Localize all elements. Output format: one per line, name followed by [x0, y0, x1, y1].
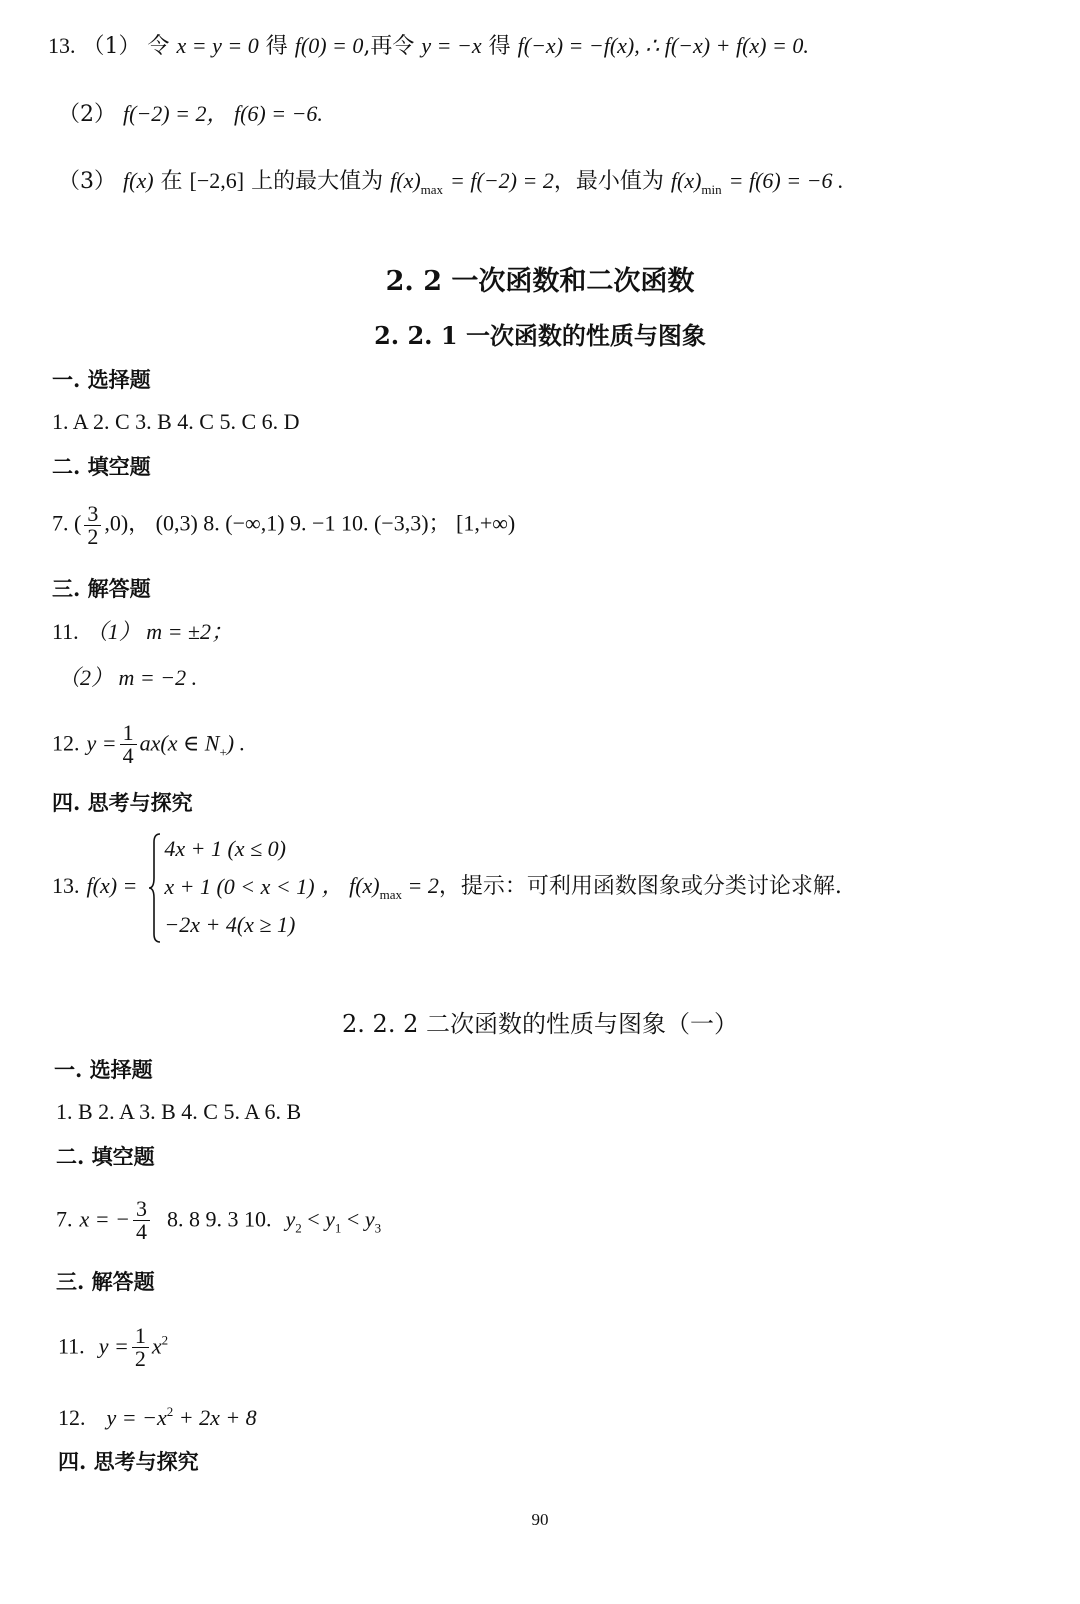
- fill-label-222: 二. 填空题: [56, 1144, 155, 1169]
- think-label-221: 四. 思考与探究: [52, 790, 193, 815]
- q12-222: 12. $y = -x^2 + 2x + 8$: [58, 1404, 257, 1430]
- prev-q13-part1: 13. （1） 令 x = y = 0 得 f(0) = 0,再令 y = −x 得 f(−x) = −f(x), ∴ f(−x) + f(x) = 0.: [48, 33, 809, 59]
- q11-222: 11. y = $\frac{1}{2}$ $x^2$: [58, 1323, 169, 1371]
- q11-part1-221: 11. （1） m = ±2；: [52, 619, 233, 644]
- piecewise-cases: [148, 830, 314, 944]
- q13-221: 13. f(x) = 4x + 1 (x ≤ 0) x + 1 (0 < x < 1) −2x + 4(x ≥ 1) ， $f(x)_{max} = 2$，提示：可利用函数图象或分类讨论求解.: [52, 830, 842, 944]
- solve-label-221: 三. 解答题: [52, 576, 151, 601]
- q12-221: 12. y = $\frac{1}{4}$ ax(x ∈ $N_+$) .: [52, 720, 246, 768]
- fraction: $\frac{1}{2}$: [132, 1325, 149, 1370]
- fill-answers-222: 7. x = − $\frac{3}{4}$ 8. 8 9. 3 10. $y_2 < y_1 < y_3$: [56, 1196, 382, 1244]
- fraction: $\frac{3}{4}$: [133, 1198, 150, 1243]
- case-2: x + 1 (0 < x < 1): [164, 874, 315, 899]
- fraction: $\frac{3}{2}$: [84, 503, 101, 548]
- fill-answers-221: 7. ( $\frac{3}{2}$ ,0)， (0,3) 8. (−∞,1) 9. −1 10. (−3,3)； [1,+∞): [52, 501, 516, 549]
- section-title-2-2: 2. 2 一次函数和二次函数: [385, 266, 695, 297]
- solve-label-222: 三. 解答题: [56, 1269, 155, 1294]
- mc-answers-221: 1. A 2. C 3. B 4. C 5. C 6. D: [52, 409, 300, 434]
- mc-answers-222: 1. B 2. A 3. B 4. C 5. A 6. B: [56, 1099, 302, 1124]
- q11-part2-221: （2） m = −2 .: [58, 665, 198, 690]
- left-brace-icon: [148, 832, 162, 944]
- mc-label-222: 一. 选择题: [54, 1057, 153, 1082]
- page-number: 90: [531, 1510, 549, 1529]
- prev-q13-part2: （2） f(−2) = 2， f(6) = −6.: [58, 101, 323, 127]
- prev-q13-part3: （3） f(x) 在 [−2,6] 上的最大值为 $f(x)_{max} = f(-2) = 2$，最小值为 $f(x)_{min} = f(6) = -6$ .: [58, 168, 844, 197]
- fraction: $\frac{1}{4}$: [120, 722, 137, 767]
- think-label-222: 四. 思考与探究: [58, 1449, 199, 1474]
- fill-label-221: 二. 填空题: [52, 454, 151, 479]
- mc-label-221: 一. 选择题: [52, 367, 151, 392]
- section-title-2-2-1: 2. 2. 1 一次函数的性质与图象: [374, 321, 706, 350]
- case-3: −2x + 4(x ≥ 1): [164, 912, 296, 937]
- case-1: 4x + 1 (x ≤ 0): [164, 836, 286, 861]
- section-title-2-2-2: 2. 2. 2 二次函数的性质与图象（一）: [342, 1010, 738, 1038]
